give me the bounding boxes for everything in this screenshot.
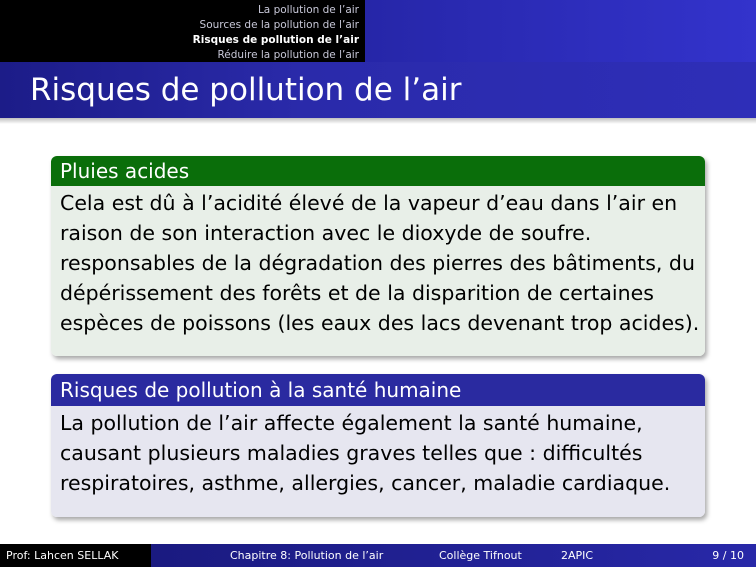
- block-text-line: responsables de la dégradation des pierres des bâtiments, du: [60, 251, 695, 275]
- nav-section-reduire[interactable]: Réduire la pollution de l’air: [217, 49, 359, 61]
- nav-section-la-pollution[interactable]: La pollution de l’air: [257, 4, 359, 16]
- footer-college: Collège Tifnout: [439, 549, 522, 562]
- navigation-panel: [0, 0, 365, 62]
- footer-page-number: 9 / 10: [712, 549, 744, 562]
- section-navigation-bar: [0, 0, 756, 62]
- footer-chapter: Chapitre 8: Pollution de l’air: [230, 549, 384, 562]
- footer-author: Prof: Lahcen SELLAK: [0, 544, 151, 567]
- nav-section-risques[interactable]: Risques de pollution de l’air: [192, 34, 359, 46]
- block-title: Pluies acides: [51, 156, 705, 186]
- frame-title-bar: [0, 62, 756, 118]
- footer-info-panel: [151, 544, 756, 567]
- block-text-line: raison de son interaction avec le dioxyde de soufre.: [60, 221, 592, 245]
- block-text-line: respiratoires, asthme, allergies, cancer, maladie cardiaque.: [60, 471, 671, 495]
- page-title: Risques de pollution de l’air: [30, 72, 462, 108]
- block-title: Risques de pollution à la santé humaine: [51, 374, 705, 406]
- navigation-accent-panel: [365, 0, 756, 62]
- block-body: [51, 406, 705, 517]
- section-list: [193, 3, 359, 63]
- block-text-line: La pollution de l’air affecte également la santé humaine,: [60, 411, 643, 435]
- block-text-line: causant plusieurs maladies graves telles que : difficultés: [60, 441, 643, 465]
- nav-section-sources[interactable]: Sources de la pollution de l’air: [199, 19, 359, 31]
- block-body: [51, 186, 705, 356]
- footer-bar: [0, 544, 756, 567]
- block-pluies-acides: [51, 156, 705, 356]
- block-text-line: Cela est dû à l’acidité élevé de la vapeur d’eau dans l’air en: [60, 191, 678, 215]
- block-risques-sante: [51, 374, 705, 517]
- block-text-line: dépérissement des forêts et de la disparition de certaines: [60, 281, 654, 305]
- footer-class: 2APIC: [561, 549, 594, 562]
- block-text-line: espèces de poissons (les eaux des lacs devenant trop acides).: [60, 311, 700, 335]
